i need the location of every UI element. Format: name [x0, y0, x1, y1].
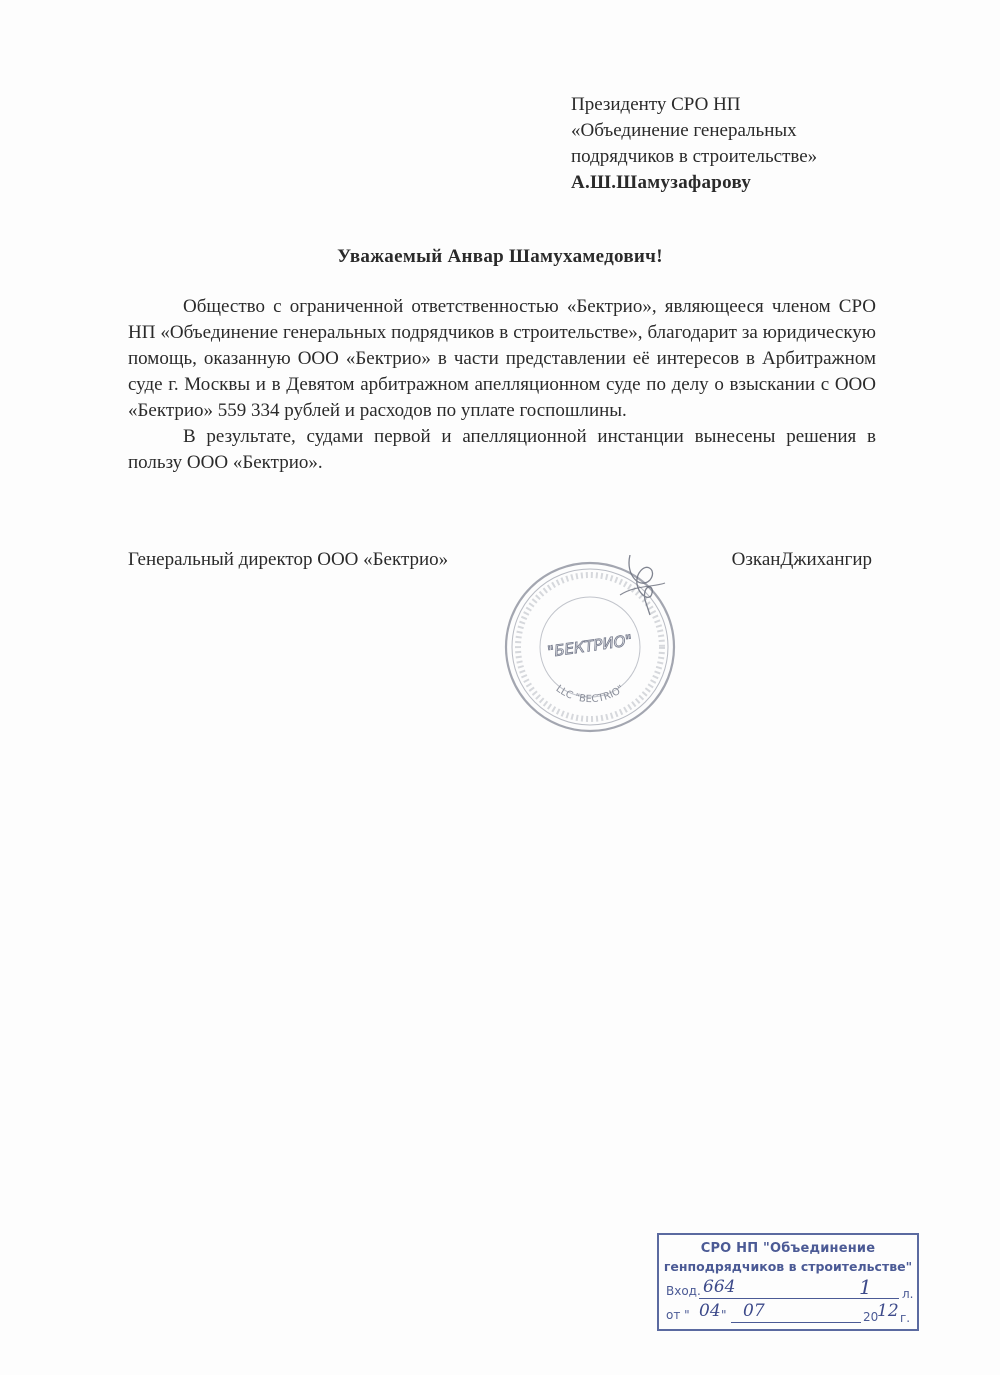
- stamp-incoming-row: [666, 1284, 701, 1298]
- stamp-year-suffix: г.: [900, 1311, 911, 1325]
- stamp-incoming-label: Вход.: [666, 1284, 701, 1298]
- signatory-title: Генеральный директор ООО «Бектрио»: [128, 549, 449, 570]
- addressee-name: А.Ш.Шамузафарову: [571, 172, 752, 193]
- stamp-org-line-1: СРО НП "Объединение: [700, 1241, 876, 1256]
- addressee-block: [571, 92, 911, 196]
- seal-lower-text: LLC "BECTRIO": [553, 683, 627, 706]
- body-paragraph-1: Общество с ограниченной ответственностью «Бектрио», являющееся членом СРО НП «Объединение генеральных подрядчиков в строительстве», благодарит за юридическую помощь, оказанную ООО «Бектрио» в части представлении её интересов в Арбитражном суде г. Москвы и в Девятом арбитражном апелляционном суде по делу о взыскании с ООО «Бектрио» 559 334 рублей и расходов по уплате госпошлины.: [128, 296, 876, 421]
- stamp-org-line-2: генподрядчиков в строительстве": [663, 1259, 913, 1274]
- stamp-date-month: 07: [743, 1301, 765, 1321]
- stamp-date-row: [666, 1308, 690, 1322]
- letter-body: [128, 294, 876, 476]
- addressee-line-2: «Объединение генеральных: [571, 120, 797, 141]
- stamp-date-prefix: от ": [666, 1308, 690, 1322]
- company-seal: [500, 555, 680, 735]
- signatory-name: ОзканДжихангир: [731, 549, 872, 570]
- salutation: Уважаемый Анвар Шамухамедович!: [337, 246, 663, 267]
- registration-stamp: [657, 1233, 919, 1331]
- stamp-date-day: 04: [699, 1301, 721, 1321]
- stamp-incoming-number: 664: [703, 1277, 736, 1297]
- stamp-date-quote: ": [721, 1308, 727, 1322]
- stamp-pages-value: 1: [859, 1275, 872, 1299]
- stamp-date-underline: [731, 1322, 861, 1323]
- stamp-year-prefix: 20: [863, 1310, 879, 1324]
- stamp-pages-suffix: л.: [902, 1287, 914, 1301]
- seal-center-text: "БЕКТРИО": [546, 631, 634, 661]
- body-paragraph-2: В результате, судами первой и апелляционной инстанции вынесены решения в пользу ООО «Бектрио».: [128, 426, 876, 473]
- handwritten-signature: [629, 555, 653, 615]
- stamp-year-value: 12: [877, 1301, 899, 1321]
- addressee-line-3: подрядчиков в строительстве»: [571, 146, 818, 167]
- addressee-line-1: Президенту СРО НП: [571, 94, 741, 115]
